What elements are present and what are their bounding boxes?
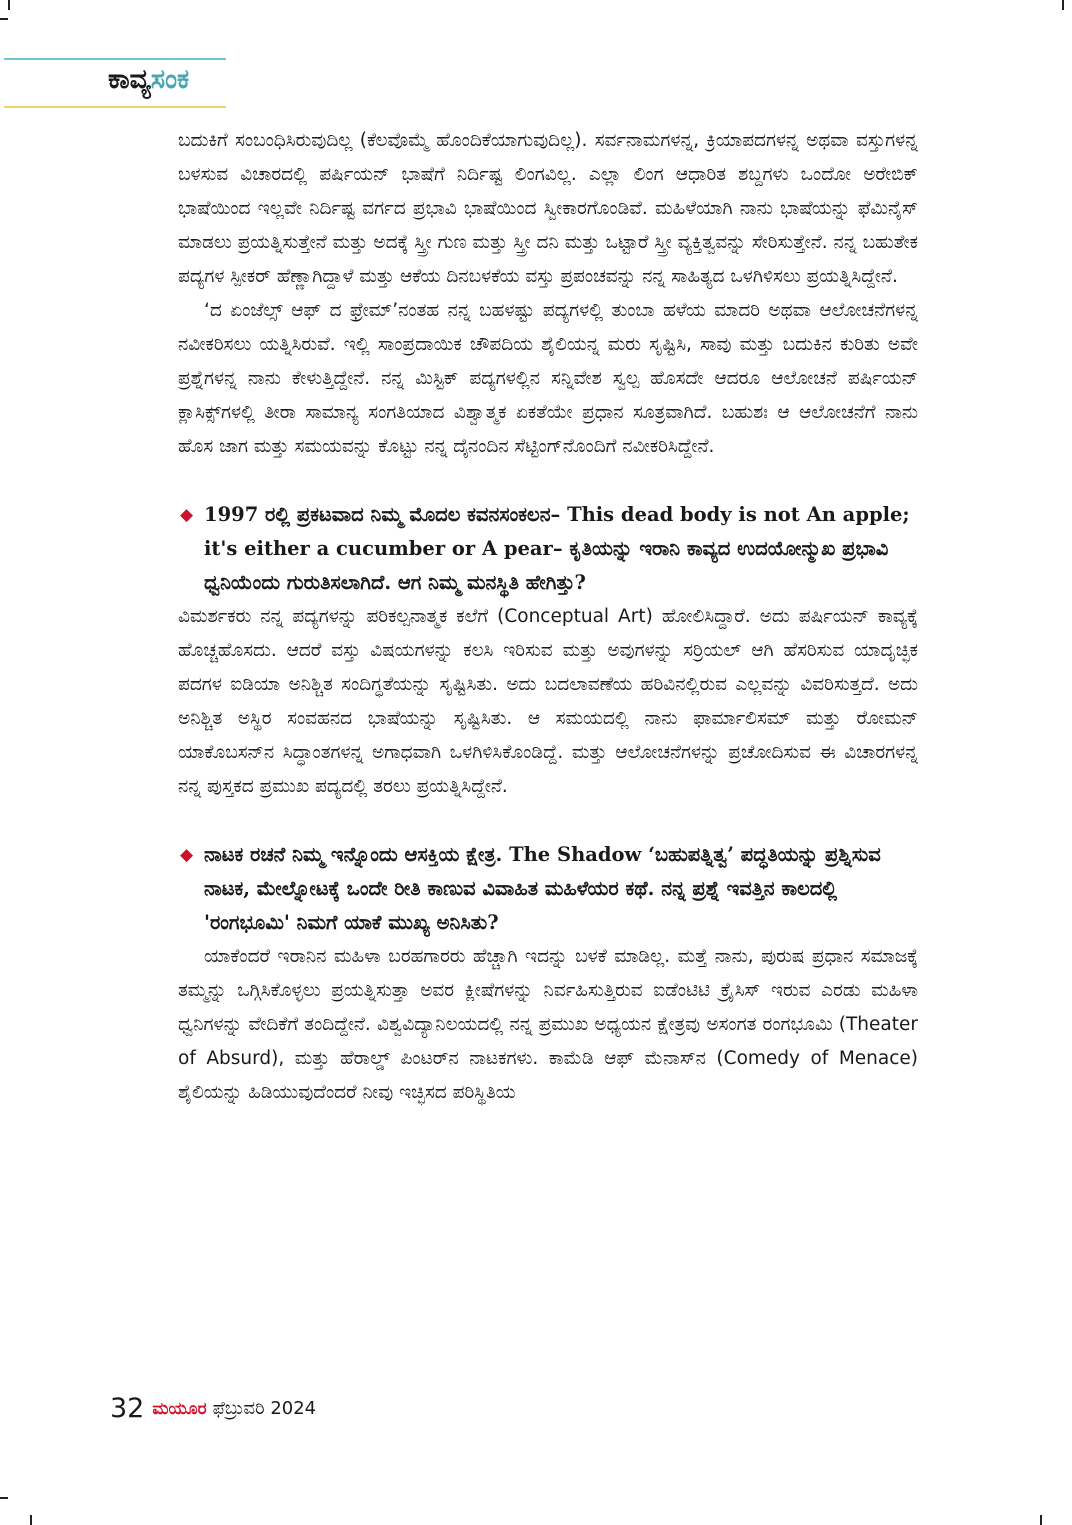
diamond-bullet-icon: ◆: [180, 505, 194, 525]
question-text: 1997 ರಲ್ಲಿ ಪ್ರಕಟವಾದ ನಿಮ್ಮ ಮೊದಲ ಕವನಸಂಕಲನ– This dead body is not An apple; it's either a cucumber or A pear– ಕೃತಿಯನ್ನು ಇರಾನಿ ಕಾವ್ಯದ ಉದಯೋನ್ಮುಖ ಪ್ರಭಾವಿ ಧ್ವನಿಯೆಂದು ಗುರುತಿಸಲಾಗಿದೆ. ಆಗ ನಿಮ್ಮ ಮನಸ್ಥಿತಿ ಹೇಗಿತ್ತು?: [204, 503, 910, 594]
page-number: 32: [110, 1393, 145, 1424]
crop-mark: [8, 0, 10, 10]
article-body: [178, 124, 918, 1110]
header-rule-bottom: [4, 106, 226, 108]
magazine-logo: ಮಯೂರ: [152, 1398, 207, 1419]
crop-mark: [0, 1497, 8, 1499]
answer-paragraph: ಯಾಕೆಂದರೆ ಇರಾನಿನ ಮಹಿಳಾ ಬರಹಗಾರರು ಹೆಚ್ಚಾಗಿ ಇದನ್ನು ಬಳಕೆ ಮಾಡಿಲ್ಲ. ಮತ್ತೆ ನಾನು, ಪುರುಷ ಪ್ರಧಾನ ಸಮಾಜಕ್ಕೆ ತಮ್ಮನ್ನು ಒಗ್ಗಿಸಿಕೊಳ್ಳಲು ಪ್ರಯತ್ನಿಸುತ್ತಾ ಅವರ ಕ್ಲೀಷೆಗಳನ್ನು ನಿರ್ವಹಿಸುತ್ತಿರುವ ಐಡೆಂಟಿಟಿ ಕ್ರೈಸಿಸ್ ಇರುವ ಎರಡು ಮಹಿಳಾ ಧ್ವನಿಗಳನ್ನು ವೇದಿಕೆಗೆ ತಂದಿದ್ದೇನೆ. ವಿಶ್ವವಿದ್ಯಾನಿಲಯದಲ್ಲಿ ನನ್ನ ಪ್ರಮುಖ ಅಧ್ಯಯನ ಕ್ಷೇತ್ರವು ಅಸಂಗತ ರಂಗಭೂಮಿ (Theater of Absurd), ಮತ್ತು ಹೆರಾಲ್ಡ್ ಪಿಂಟರ್‌ನ ನಾಟಕಗಳು. ಕಾಮೆಡಿ ಆಫ್ ಮೆನಾಸ್‌ನ (Comedy of Menace) ಶೈಲಿಯನ್ನು ಹಿಡಿಯುವುದೆಂದರೆ ನೀವು ಇಚ್ಛಿಸದ ಪರಿಸ್ಥಿತಿಯ: [178, 946, 918, 1103]
interview-question: [178, 838, 918, 940]
crop-mark: [1040, 1515, 1042, 1525]
body-paragraph: ಬದುಕಿಗೆ ಸಂಬಂಧಿಸಿರುವುದಿಲ್ಲ (ಕೆಲವೊಮ್ಮೆ ಹೊಂದಿಕೆಯಾಗುವುದಿಲ್ಲ). ಸರ್ವನಾಮಗಳನ್ನ, ಕ್ರಿಯಾಪದಗಳನ್ನ ಅಥವಾ ವಸ್ತುಗಳನ್ನ ಬಳಸುವ ವಿಚಾರದಲ್ಲಿ ಪರ್ಷಿಯನ್ ಭಾಷೆಗೆ ನಿರ್ದಿಷ್ಟ ಲಿಂಗವಿಲ್ಲ. ಎಲ್ಲಾ ಲಿಂಗ ಆಧಾರಿತ ಶಬ್ದಗಳು ಒಂದೋ ಅರೇಬಿಕ್ ಭಾಷೆಯಿಂದ ಇಲ್ಲವೇ ನಿರ್ದಿಷ್ಟ ವರ್ಗದ ಪ್ರಭಾವಿ ಭಾಷೆಯಿಂದ ಸ್ವೀಕಾರಗೊಂಡಿವೆ. ಮಹಿಳೆಯಾಗಿ ನಾನು ಭಾಷೆಯನ್ನು ಫೆಮಿನೈಸ್ ಮಾಡಲು ಪ್ರಯತ್ನಿಸುತ್ತೇನೆ ಮತ್ತು ಅದಕ್ಕೆ ಸ್ತ್ರೀ ಗುಣ ಮತ್ತು ಸ್ತ್ರೀ ದನಿ ಮತ್ತು ಒಟ್ಟಾರೆ ಸ್ತ್ರೀ ವ್ಯಕ್ತಿತ್ವವನ್ನು ಸೇರಿಸುತ್ತೇನೆ. ನನ್ನ ಬಹುತೇಕ ಪದ್ಯಗಳ ಸ್ಪೀಕರ್ ಹೆಣ್ಣಾಗಿದ್ದಾಳೆ ಮತ್ತು ಆಕೆಯ ದಿನಬಳಕೆಯ ವಸ್ತು ಪ್ರಪಂಚವನ್ನು ನನ್ನ ಸಾಹಿತ್ಯದ ಒಳಗಿಳಿಸಲು ಪ್ರಯತ್ನಿಸಿದ್ದೇನೆ.: [178, 130, 918, 287]
section-header: [0, 58, 228, 108]
header-rule-top: [4, 58, 226, 60]
section-title-part1: ಕಾವ್ಯ: [108, 64, 151, 95]
diamond-bullet-icon: ◆: [180, 845, 194, 865]
issue-date: ಫೆಬ್ರುವರಿ 2024: [212, 1398, 317, 1419]
section-title-part2: ಸಂಕ: [150, 64, 190, 95]
crop-mark: [0, 18, 8, 20]
crop-mark: [1062, 0, 1064, 10]
answer-paragraph: ವಿಮರ್ಶಕರು ನನ್ನ ಪದ್ಯಗಳನ್ನು ಪರಿಕಲ್ಪನಾತ್ಮಕ ಕಲೆಗೆ (Conceptual Art) ಹೋಲಿಸಿದ್ದಾರೆ. ಅದು ಪರ್ಷಿಯನ್ ಕಾವ್ಯಕ್ಕೆ ಹೊಚ್ಚಹೊಸದು. ಆದರೆ ವಸ್ತು ವಿಷಯಗಳನ್ನು ಕಲಸಿ ಇರಿಸುವ ಮತ್ತು ಅವುಗಳನ್ನು ಸರ್ರಿಯಲ್ ಆಗಿ ಹೆಸರಿಸುವ ಯಾದೃಚ್ಛಿಕ ಪದಗಳ ಐಡಿಯಾ ಅನಿಶ್ಚಿತ ಸಂದಿಗ್ಧತೆಯನ್ನು ಸೃಷ್ಟಿಸಿತು. ಅದು ಬದಲಾವಣೆಯ ಹರಿವಿನಲ್ಲಿರುವ ಎಲ್ಲವನ್ನು ವಿವರಿಸುತ್ತದೆ. ಅದು ಅನಿಶ್ಚಿತ ಅಸ್ಥಿರ ಸಂವಹನದ ಭಾಷೆಯನ್ನು ಸೃಷ್ಟಿಸಿತು. ಆ ಸಮಯದಲ್ಲಿ ನಾನು ಫಾರ್ಮಾಲಿಸಮ್ ಮತ್ತು ರೋಮನ್ ಯಾಕೊಬಸನ್‌ನ ಸಿದ್ಧಾಂತಗಳನ್ನ ಅಗಾಧವಾಗಿ ಒಳಗಿಳಿಸಿಕೊಂಡಿದ್ದೆ. ಮತ್ತು ಆಲೋಚನೆಗಳನ್ನು ಪ್ರಚೋದಿಸುವ ಈ ವಿಚಾರಗಳನ್ನ ನನ್ನ ಪುಸ್ತಕದ ಪ್ರಮುಖ ಪದ್ಯದಲ್ಲಿ ತರಲು ಪ್ರಯತ್ನಿಸಿದ್ದೇನೆ.: [178, 606, 918, 797]
page-footer: [110, 1393, 316, 1429]
body-paragraph: ‘ದ ಏಂಜೆಲ್ಸ್ ಆಫ್ ದ ಫ್ರೇಮ್’ನಂತಹ ನನ್ನ ಬಹಳಷ್ಟು ಪದ್ಯಗಳಲ್ಲಿ ತುಂಬಾ ಹಳೆಯ ಮಾದರಿ ಅಥವಾ ಆಲೋಚನೆಗಳನ್ನ ನವೀಕರಿಸಲು ಯತ್ನಿಸಿರುವೆ. ಇಲ್ಲಿ ಸಾಂಪ್ರದಾಯಿಕ ಚೌಪದಿಯ ಶೈಲಿಯನ್ನ ಮರು ಸೃಷ್ಟಿಸಿ, ಸಾವು ಮತ್ತು ಬದುಕಿನ ಕುರಿತು ಅವೇ ಪ್ರಶ್ನೆಗಳನ್ನ ನಾನು ಕೇಳುತ್ತಿದ್ದೇನೆ. ನನ್ನ ಮಿಸ್ಟಿಕ್ ಪದ್ಯಗಳಲ್ಲಿನ ಸನ್ನಿವೇಶ ಸ್ವಲ್ಪ ಹೊಸದೇ ಆದರೂ ಆಲೋಚನೆ ಪರ್ಷಿಯನ್ ಕ್ಲಾಸಿಕ್ಸ್‌ಗಳಲ್ಲಿ ತೀರಾ ಸಾಮಾನ್ಯ ಸಂಗತಿಯಾದ ವಿಶ್ವಾತ್ಮಕ ಏಕತೆಯೇ ಪ್ರಧಾನ ಸೂತ್ರವಾಗಿದೆ. ಬಹುಶಃ ಆ ಆಲೋಚನೆಗೆ ನಾನು ಹೊಸ ಜಾಗ ಮತ್ತು ಸಮಯವನ್ನು ಕೊಟ್ಟು ನನ್ನ ದೈನಂದಿನ ಸೆಟ್ಟಿಂಗ್‌ನೊಂದಿಗೆ ನವೀಕರಿಸಿದ್ದೇನೆ.: [178, 300, 918, 457]
question-text: ನಾಟಕ ರಚನೆ ನಿಮ್ಮ ಇನ್ನೊಂದು ಆಸಕ್ತಿಯ ಕ್ಷೇತ್ರ. The Shadow ‘ಬಹುಪತ್ನಿತ್ವ’ ಪದ್ಧತಿಯನ್ನು ಪ್ರಶ್ನಿಸುವ ನಾಟಕ, ಮೇಲ್ನೋಟಕ್ಕೆ ಒಂದೇ ರೀತಿ ಕಾಣುವ ವಿವಾಹಿತ ಮಹಿಳೆಯರ ಕಥೆ. ನನ್ನ ಪ್ರಶ್ನೆ ಇವತ್ತಿನ ಕಾಲದಲ್ಲಿ 'ರಂಗಭೂಮಿ' ನಿಮಗೆ ಯಾಕೆ ಮುಖ್ಯ ಅನಿಸಿತು?: [204, 843, 881, 934]
section-title: [108, 64, 189, 96]
crop-mark: [30, 1515, 32, 1525]
interview-question: [178, 498, 918, 600]
